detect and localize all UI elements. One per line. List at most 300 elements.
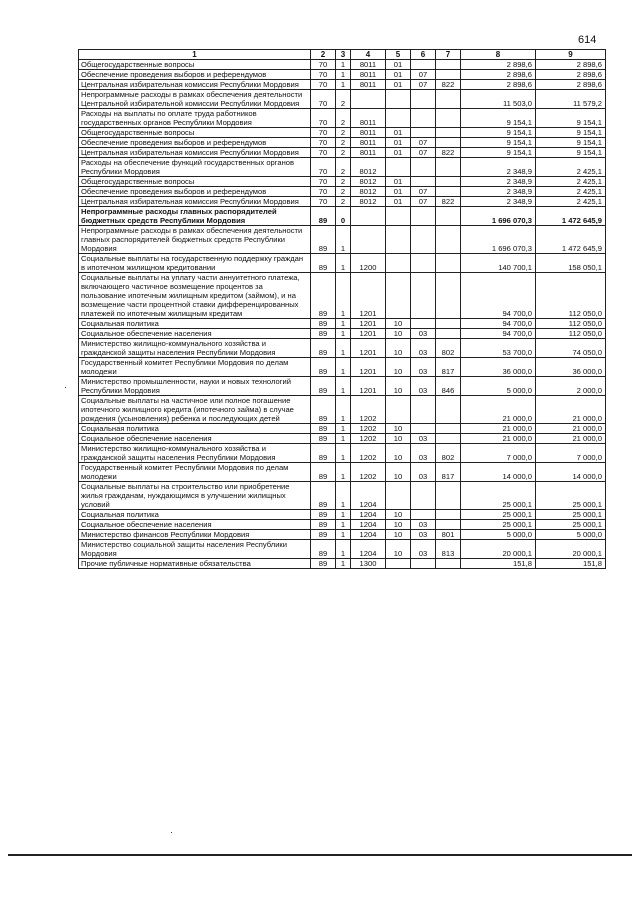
amount-col9: 1 472 645,9 [536, 226, 606, 254]
amount-col8: 2 348,9 [461, 177, 536, 187]
amount-col8: 2 348,9 [461, 197, 536, 207]
code-col3: 1 [336, 444, 351, 463]
row-name: Прочие публичные нормативные обязательства [79, 559, 311, 569]
code-col5: 01 [386, 70, 411, 80]
code-col6: 03 [411, 434, 436, 444]
code-col3: 1 [336, 482, 351, 510]
code-col6: 03 [411, 463, 436, 482]
code-col3: 1 [336, 358, 351, 377]
row-name: Центральная избирательная комиссия Республики Мордовия [79, 80, 311, 90]
code-col2: 89 [311, 424, 336, 434]
code-col3: 2 [336, 128, 351, 138]
code-col5: 10 [386, 510, 411, 520]
code-col5 [386, 90, 411, 109]
table-row [79, 138, 606, 148]
code-col7: 822 [436, 148, 461, 158]
amount-col9: 21 000,0 [536, 396, 606, 424]
code-col6: 07 [411, 80, 436, 90]
code-col4: 1204 [351, 540, 386, 559]
code-col4: 8012 [351, 187, 386, 197]
code-col2: 89 [311, 207, 336, 226]
code-col6: 03 [411, 520, 436, 530]
code-col2: 89 [311, 530, 336, 540]
code-col3: 1 [336, 510, 351, 520]
column-header: 7 [436, 50, 461, 60]
row-name: Обеспечение проведения выборов и референдумов [79, 70, 311, 80]
code-col4: 8011 [351, 109, 386, 128]
code-col2: 70 [311, 80, 336, 90]
table-row [79, 90, 606, 109]
code-col2: 70 [311, 187, 336, 197]
code-col2: 70 [311, 158, 336, 177]
column-header: 3 [336, 50, 351, 60]
table-row [79, 254, 606, 273]
code-col2: 70 [311, 177, 336, 187]
code-col5 [386, 226, 411, 254]
amount-col9: 1 472 645,9 [536, 207, 606, 226]
column-header: 9 [536, 50, 606, 60]
table-row [79, 319, 606, 329]
row-name: Непрограммные расходы главных распорядителей бюджетных средств Республики Мордовия [79, 207, 311, 226]
code-col7 [436, 319, 461, 329]
row-name: Центральная избирательная комиссия Республики Мордовия [79, 197, 311, 207]
amount-col9: 25 000,1 [536, 520, 606, 530]
code-col7 [436, 254, 461, 273]
row-name: Государственный комитет Республики Мордовия по делам молодежи [79, 358, 311, 377]
code-col6: 03 [411, 530, 436, 540]
row-name: Общегосударственные вопросы [79, 60, 311, 70]
code-col5 [386, 109, 411, 128]
code-col3: 1 [336, 520, 351, 530]
code-col3: 1 [336, 329, 351, 339]
code-col7 [436, 520, 461, 530]
code-col5: 10 [386, 530, 411, 540]
code-col3: 1 [336, 273, 351, 319]
code-col4: 8011 [351, 80, 386, 90]
code-col7 [436, 187, 461, 197]
code-col7: 846 [436, 377, 461, 396]
table-row [79, 377, 606, 396]
code-col7: 813 [436, 540, 461, 559]
code-col2: 70 [311, 138, 336, 148]
code-col3: 2 [336, 148, 351, 158]
code-col2: 89 [311, 540, 336, 559]
code-col4: 1202 [351, 444, 386, 463]
amount-col8: 1 696 070,3 [461, 226, 536, 254]
code-col2: 89 [311, 482, 336, 510]
code-col2: 89 [311, 377, 336, 396]
code-col2: 89 [311, 463, 336, 482]
code-col5: 10 [386, 434, 411, 444]
row-name: Непрограммные расходы в рамках обеспечения деятельности главных распорядителей бюджетных средств Республики Мордовия [79, 226, 311, 254]
code-col4: 1201 [351, 273, 386, 319]
code-col4: 8012 [351, 158, 386, 177]
code-col4: 1204 [351, 482, 386, 510]
table-row [79, 358, 606, 377]
amount-col8: 7 000,0 [461, 444, 536, 463]
amount-col9: 151,8 [536, 559, 606, 569]
code-col3: 0 [336, 207, 351, 226]
row-name: Социальная политика [79, 510, 311, 520]
code-col4: 8011 [351, 60, 386, 70]
code-col4: 1204 [351, 530, 386, 540]
amount-col9: 112 050,0 [536, 273, 606, 319]
code-col2: 89 [311, 319, 336, 329]
code-col4: 1201 [351, 329, 386, 339]
amount-col9: 112 050,0 [536, 319, 606, 329]
code-col4 [351, 226, 386, 254]
code-col3: 1 [336, 80, 351, 90]
amount-col8: 140 700,1 [461, 254, 536, 273]
code-col4: 1201 [351, 319, 386, 329]
code-col5: 10 [386, 520, 411, 530]
code-col7 [436, 128, 461, 138]
code-col3: 2 [336, 90, 351, 109]
code-col5 [386, 254, 411, 273]
column-header: 6 [411, 50, 436, 60]
amount-col9: 9 154,1 [536, 148, 606, 158]
amount-col9: 2 898,6 [536, 80, 606, 90]
code-col2: 89 [311, 520, 336, 530]
code-col2: 70 [311, 128, 336, 138]
code-col7 [436, 177, 461, 187]
code-col7 [436, 396, 461, 424]
amount-col8: 9 154,1 [461, 128, 536, 138]
code-col5 [386, 396, 411, 424]
table-row [79, 70, 606, 80]
code-col3: 1 [336, 559, 351, 569]
code-col6 [411, 128, 436, 138]
code-col2: 70 [311, 70, 336, 80]
row-name: Общегосударственные вопросы [79, 177, 311, 187]
code-col4: 8011 [351, 148, 386, 158]
code-col3: 2 [336, 197, 351, 207]
code-col6 [411, 424, 436, 434]
code-col7 [436, 207, 461, 226]
code-col7 [436, 434, 461, 444]
code-col6: 07 [411, 138, 436, 148]
code-col6 [411, 319, 436, 329]
code-col5: 01 [386, 80, 411, 90]
code-col2: 89 [311, 434, 336, 444]
amount-col8: 21 000,0 [461, 424, 536, 434]
amount-col9: 158 050,1 [536, 254, 606, 273]
row-name: Обеспечение проведения выборов и референдумов [79, 138, 311, 148]
amount-col8: 2 898,6 [461, 80, 536, 90]
code-col5: 10 [386, 329, 411, 339]
code-col4: 8011 [351, 128, 386, 138]
amount-col8: 9 154,1 [461, 109, 536, 128]
table-row [79, 559, 606, 569]
table-row [79, 109, 606, 128]
amount-col8: 53 700,0 [461, 339, 536, 358]
amount-col9: 2 000,0 [536, 377, 606, 396]
amount-col9: 2 425,1 [536, 197, 606, 207]
row-name: Социальные выплаты на строительство или приобретение жилья гражданам, нуждающимся в улучшении жилищных условий [79, 482, 311, 510]
code-col7 [436, 329, 461, 339]
amount-col9: 2 425,1 [536, 177, 606, 187]
code-col4: 8012 [351, 177, 386, 187]
amount-col8: 5 000,0 [461, 377, 536, 396]
amount-col8: 9 154,1 [461, 148, 536, 158]
amount-col9: 2 425,1 [536, 187, 606, 197]
bottom-rule [8, 854, 632, 856]
code-col2: 89 [311, 510, 336, 520]
code-col7 [436, 158, 461, 177]
code-col5: 01 [386, 60, 411, 70]
code-col6 [411, 226, 436, 254]
amount-col8: 94 700,0 [461, 273, 536, 319]
amount-col9: 74 050,0 [536, 339, 606, 358]
code-col6 [411, 254, 436, 273]
code-col6: 07 [411, 148, 436, 158]
row-name: Расходы на обеспечение функций государственных органов Республики Мордовия [79, 158, 311, 177]
code-col7: 817 [436, 358, 461, 377]
code-col6: 07 [411, 70, 436, 80]
code-col4: 8011 [351, 70, 386, 80]
row-name: Министерство финансов Республики Мордовия [79, 530, 311, 540]
row-name: Обеспечение проведения выборов и референдумов [79, 187, 311, 197]
column-header: 1 [79, 50, 311, 60]
row-name: Министерство жилищно-коммунального хозяйства и гражданской защиты населения Республики Мордовия [79, 444, 311, 463]
table-row [79, 329, 606, 339]
code-col6: 03 [411, 358, 436, 377]
code-col3: 2 [336, 187, 351, 197]
amount-col8: 1 696 070,3 [461, 207, 536, 226]
code-col5 [386, 158, 411, 177]
code-col6 [411, 60, 436, 70]
code-col2: 70 [311, 60, 336, 70]
code-col7 [436, 70, 461, 80]
code-col3: 1 [336, 463, 351, 482]
code-col5: 10 [386, 463, 411, 482]
row-name: Социальная политика [79, 424, 311, 434]
code-col3: 1 [336, 60, 351, 70]
code-col5: 10 [386, 377, 411, 396]
code-col3: 2 [336, 109, 351, 128]
amount-col9: 11 579,2 [536, 90, 606, 109]
code-col6: 03 [411, 540, 436, 559]
amount-col8: 151,8 [461, 559, 536, 569]
code-col3: 2 [336, 158, 351, 177]
code-col4: 1202 [351, 434, 386, 444]
code-col5: 10 [386, 424, 411, 434]
column-header: 4 [351, 50, 386, 60]
code-col5: 01 [386, 128, 411, 138]
code-col2: 70 [311, 109, 336, 128]
code-col2: 70 [311, 197, 336, 207]
amount-col8: 11 503,0 [461, 90, 536, 109]
code-col4: 1201 [351, 339, 386, 358]
table-row [79, 177, 606, 187]
code-col5 [386, 273, 411, 319]
amount-col9: 21 000,0 [536, 424, 606, 434]
table-row [79, 128, 606, 138]
code-col6 [411, 207, 436, 226]
amount-col9: 2 898,6 [536, 70, 606, 80]
code-col7: 802 [436, 444, 461, 463]
amount-col9: 2 898,6 [536, 60, 606, 70]
code-col3: 1 [336, 540, 351, 559]
code-col2: 70 [311, 90, 336, 109]
margin-mark: · [64, 382, 67, 392]
code-col5: 10 [386, 319, 411, 329]
code-col3: 1 [336, 70, 351, 80]
table-row [79, 520, 606, 530]
row-name: Социальные выплаты на уплату части аннуитетного платежа, включающего частичное возмещение процентов за пользование ипотечным жилищным кредитом (займом), и на возмещение части процентной ставки дифференцированных платежей по ипотечным жилищным кредитам [79, 273, 311, 319]
table-row [79, 60, 606, 70]
code-col6: 03 [411, 444, 436, 463]
header-row [79, 50, 606, 60]
row-name: Социальное обеспечение населения [79, 329, 311, 339]
row-name: Государственный комитет Республики Мордовия по делам молодежи [79, 463, 311, 482]
amount-col9: 7 000,0 [536, 444, 606, 463]
budget-table [78, 49, 606, 569]
amount-col9: 20 000,1 [536, 540, 606, 559]
row-name: Центральная избирательная комиссия Республики Мордовия [79, 148, 311, 158]
code-col7 [436, 559, 461, 569]
code-col3: 1 [336, 254, 351, 273]
row-name: Министерство жилищно-коммунального хозяйства и гражданской защиты населения Республики Мордовия [79, 339, 311, 358]
code-col6 [411, 109, 436, 128]
code-col7 [436, 273, 461, 319]
code-col2: 89 [311, 254, 336, 273]
table-body [79, 60, 606, 569]
code-col3: 1 [336, 319, 351, 329]
row-name: Министерство промышленности, науки и новых технологий Республики Мордовия [79, 377, 311, 396]
code-col6 [411, 559, 436, 569]
code-col3: 1 [336, 226, 351, 254]
code-col4: 1202 [351, 424, 386, 434]
code-col7: 822 [436, 197, 461, 207]
code-col7: 802 [436, 339, 461, 358]
code-col7 [436, 482, 461, 510]
code-col6 [411, 90, 436, 109]
code-col4: 1300 [351, 559, 386, 569]
code-col4: 8012 [351, 197, 386, 207]
code-col4 [351, 207, 386, 226]
code-col7 [436, 226, 461, 254]
row-name: Социальное обеспечение населения [79, 520, 311, 530]
code-col3: 2 [336, 177, 351, 187]
amount-col8: 2 898,6 [461, 70, 536, 80]
code-col2: 89 [311, 273, 336, 319]
code-col5: 01 [386, 187, 411, 197]
code-col3: 1 [336, 434, 351, 444]
table-row [79, 540, 606, 559]
code-col6 [411, 510, 436, 520]
code-col7: 801 [436, 530, 461, 540]
code-col3: 1 [336, 339, 351, 358]
code-col4 [351, 90, 386, 109]
code-col5: 01 [386, 177, 411, 187]
code-col2: 70 [311, 148, 336, 158]
table-row [79, 396, 606, 424]
amount-col9: 112 050,0 [536, 329, 606, 339]
table-row [79, 158, 606, 177]
code-col4: 1204 [351, 520, 386, 530]
margin-mark: · [170, 827, 173, 837]
amount-col8: 9 154,1 [461, 138, 536, 148]
amount-col9: 9 154,1 [536, 138, 606, 148]
code-col5: 10 [386, 358, 411, 377]
amount-col8: 25 000,1 [461, 482, 536, 510]
amount-col8: 36 000,0 [461, 358, 536, 377]
code-col6: 03 [411, 339, 436, 358]
row-name: Расходы на выплаты по оплате труда работников государственных органов Республики Мордовия [79, 109, 311, 128]
table-row [79, 444, 606, 463]
code-col5 [386, 482, 411, 510]
amount-col9: 9 154,1 [536, 109, 606, 128]
code-col5: 10 [386, 339, 411, 358]
table-row [79, 197, 606, 207]
row-name: Социальные выплаты на государственную поддержку граждан в ипотечном жилищном кредитовании [79, 254, 311, 273]
code-col4: 1204 [351, 510, 386, 520]
code-col4: 1202 [351, 463, 386, 482]
code-col6 [411, 158, 436, 177]
amount-col8: 2 348,9 [461, 158, 536, 177]
code-col3: 1 [336, 377, 351, 396]
amount-col8: 25 000,1 [461, 520, 536, 530]
amount-col8: 21 000,0 [461, 396, 536, 424]
amount-col9: 25 000,1 [536, 482, 606, 510]
code-col6 [411, 273, 436, 319]
code-col2: 89 [311, 358, 336, 377]
table-row [79, 434, 606, 444]
table-row [79, 226, 606, 254]
amount-col9: 25 000,1 [536, 510, 606, 520]
amount-col8: 25 000,1 [461, 510, 536, 520]
code-col4: 1201 [351, 377, 386, 396]
amount-col9: 2 425,1 [536, 158, 606, 177]
code-col3: 1 [336, 396, 351, 424]
code-col4: 1201 [351, 358, 386, 377]
code-col2: 89 [311, 559, 336, 569]
column-header: 8 [461, 50, 536, 60]
page-number: 614 [578, 34, 597, 46]
table-row [79, 273, 606, 319]
amount-col8: 94 700,0 [461, 319, 536, 329]
amount-col8: 21 000,0 [461, 434, 536, 444]
code-col7 [436, 109, 461, 128]
code-col6 [411, 396, 436, 424]
table-row [79, 530, 606, 540]
table-row [79, 510, 606, 520]
code-col5: 10 [386, 444, 411, 463]
code-col7 [436, 90, 461, 109]
row-name: Социальные выплаты на частичное или полное погашение ипотечного жилищного кредита (ипотечного займа) в случае рождения (усыновления) ребенка и последующих детей [79, 396, 311, 424]
code-col6: 07 [411, 197, 436, 207]
code-col4: 1202 [351, 396, 386, 424]
code-col6: 03 [411, 329, 436, 339]
row-name: Социальное обеспечение населения [79, 434, 311, 444]
code-col5 [386, 559, 411, 569]
code-col7 [436, 60, 461, 70]
code-col7: 822 [436, 80, 461, 90]
code-col2: 89 [311, 444, 336, 463]
table-row [79, 424, 606, 434]
code-col5: 01 [386, 197, 411, 207]
table-row [79, 148, 606, 158]
column-header: 5 [386, 50, 411, 60]
amount-col9: 5 000,0 [536, 530, 606, 540]
table-row [79, 482, 606, 510]
amount-col9: 36 000,0 [536, 358, 606, 377]
code-col7 [436, 510, 461, 520]
column-header: 2 [311, 50, 336, 60]
code-col7 [436, 138, 461, 148]
code-col4: 1200 [351, 254, 386, 273]
